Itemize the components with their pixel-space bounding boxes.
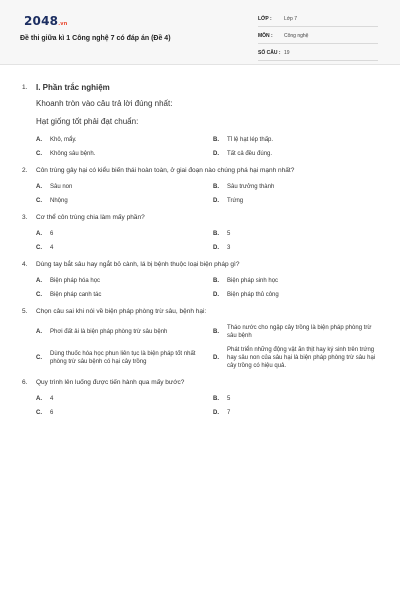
option-b[interactable] — [213, 395, 380, 403]
options — [22, 136, 380, 158]
exam-content — [0, 65, 400, 417]
question-text: Dùng tay bắt sâu hay ngắt bỏ cành, lá bị bệnh thuộc loại biện pháp gì? — [36, 261, 240, 268]
option-label: C. — [36, 292, 42, 298]
question-text: Chọn câu sai khi nói về biện pháp phòng trừ sâu, bệnh hại: — [36, 308, 207, 315]
option-label: B. — [213, 184, 219, 190]
options — [22, 395, 380, 417]
option-text: Khô, mẩy. — [50, 137, 77, 143]
question-text: Côn trùng gây hại có kiểu biến thái hoàn toàn, ở giai đoạn nào chúng phá hại mạnh nhất? — [36, 167, 295, 174]
option-c[interactable] — [36, 409, 203, 417]
option-text: Biện pháp thủ công — [227, 292, 279, 298]
question-2 — [22, 166, 380, 205]
option-d[interactable] — [213, 244, 380, 252]
question-text: Hạt giống tốt phải đạt chuẩn: — [36, 117, 139, 126]
option-c[interactable] — [36, 244, 203, 252]
option-a[interactable] — [36, 136, 203, 144]
option-text: Nhộng — [50, 198, 68, 204]
class-label: LỚP : — [258, 16, 272, 22]
options — [22, 230, 380, 252]
option-text: 5 — [227, 231, 231, 237]
part-title: I. Phần trắc nghiệm — [36, 83, 110, 92]
option-b[interactable] — [213, 183, 380, 191]
option-text: 5 — [227, 396, 231, 402]
option-d[interactable] — [213, 197, 380, 205]
logo-main: 2048 — [24, 14, 59, 28]
option-text: 3 — [227, 245, 231, 251]
count-label: SỐ CÂU : — [258, 50, 281, 56]
question-5 — [22, 307, 380, 370]
option-label: B. — [213, 137, 219, 143]
option-text: Tháo nước cho ngập cây trồng là biện pháp phòng trừ sâu bệnh — [227, 325, 372, 339]
option-text: Dùng thuốc hóa học phun liên tục là biện pháp tốt nhất phòng trừ sâu bệnh có hại cây trồng — [50, 351, 196, 365]
exam-info — [258, 12, 378, 63]
info-row-class — [258, 12, 378, 27]
option-c[interactable] — [36, 197, 203, 205]
option-text: Phơi đất ải là biện pháp phòng trừ sâu bệnh — [50, 329, 168, 335]
question-number: 4. — [22, 261, 28, 268]
question-number: 2. — [22, 167, 28, 174]
option-text: 6 — [50, 410, 54, 416]
instruction-text: Khoanh tròn vào câu trả lời đúng nhất: — [36, 99, 173, 108]
question-6 — [22, 378, 380, 417]
option-label: D. — [213, 292, 219, 298]
option-label: D. — [213, 151, 219, 157]
option-d[interactable] — [213, 291, 380, 299]
option-text: 7 — [227, 410, 231, 416]
option-text: Không sâu bệnh. — [50, 151, 96, 157]
question-number: 3. — [22, 214, 28, 221]
option-text: Tất cả đều đúng. — [227, 151, 273, 157]
option-text: 4 — [50, 396, 54, 402]
option-text: Biện pháp canh tác — [50, 292, 102, 298]
option-label: A. — [36, 329, 42, 335]
question-number: 1. — [22, 84, 28, 91]
option-label: B. — [213, 329, 219, 335]
question-1 — [22, 83, 380, 158]
question-number: 6. — [22, 379, 28, 386]
option-label: C. — [36, 245, 42, 251]
option-label: A. — [36, 396, 42, 402]
info-row-subject — [258, 29, 378, 44]
option-b[interactable] — [213, 230, 380, 238]
option-label: D. — [213, 410, 219, 416]
option-c[interactable] — [36, 346, 203, 370]
option-b[interactable] — [213, 324, 380, 340]
option-a[interactable] — [36, 324, 203, 340]
subject-value: Công nghệ — [284, 33, 309, 39]
options — [22, 324, 380, 370]
option-d[interactable] — [213, 150, 380, 158]
option-label: C. — [36, 198, 42, 204]
option-a[interactable] — [36, 230, 203, 238]
option-label: A. — [36, 231, 42, 237]
option-a[interactable] — [36, 395, 203, 403]
question-text: Quy trình lên luống được tiến hành qua mấy bước? — [36, 379, 185, 386]
site-logo[interactable] — [24, 14, 68, 28]
page-header — [0, 0, 400, 65]
option-label: A. — [36, 184, 42, 190]
option-label: B. — [213, 231, 219, 237]
option-text: Tỉ lệ hạt lép thấp. — [227, 137, 274, 143]
option-text: Sâu trưởng thành — [227, 184, 275, 190]
option-c[interactable] — [36, 150, 203, 158]
option-b[interactable] — [213, 136, 380, 144]
option-label: C. — [36, 410, 42, 416]
option-label: D. — [213, 245, 219, 251]
exam-title: Đề thi giữa kì 1 Công nghệ 7 có đáp án (Đề 4) — [20, 35, 171, 42]
question-number: 5. — [22, 308, 28, 315]
count-value: 19 — [284, 50, 290, 56]
option-label: D. — [213, 198, 219, 204]
option-c[interactable] — [36, 291, 203, 299]
option-label: D. — [213, 355, 219, 361]
option-label: C. — [36, 355, 42, 361]
option-label: A. — [36, 137, 42, 143]
option-text: 6 — [50, 231, 54, 237]
option-d[interactable] — [213, 346, 380, 370]
option-label: B. — [213, 278, 219, 284]
option-text: 4 — [50, 245, 54, 251]
option-label: C. — [36, 151, 42, 157]
options — [22, 277, 380, 299]
question-3 — [22, 213, 380, 252]
option-d[interactable] — [213, 409, 380, 417]
option-text: Biện pháp sinh học — [227, 278, 279, 284]
logo-suffix: .vn — [58, 21, 68, 27]
option-text: Sâu non — [50, 184, 73, 190]
option-label: A. — [36, 278, 42, 284]
question-text: Cơ thể côn trùng chia làm mấy phần? — [36, 214, 145, 221]
subject-label: MÔN : — [258, 33, 273, 39]
class-value: Lớp 7 — [284, 16, 298, 22]
question-4 — [22, 260, 380, 299]
option-a[interactable] — [36, 183, 203, 191]
option-text: Trứng — [227, 198, 244, 204]
options — [22, 183, 380, 205]
info-row-count — [258, 46, 378, 61]
option-text: Biện pháp hóa học — [50, 278, 101, 284]
option-label: B. — [213, 396, 219, 402]
option-text: Phát triển những động vật ăn thịt hay ký sinh trên trứng hay sâu non của sâu hại là biện pháp phòng trừ sâu hại cây trồng có hiệu quả. — [227, 347, 376, 369]
option-a[interactable] — [36, 277, 203, 285]
option-b[interactable] — [213, 277, 380, 285]
